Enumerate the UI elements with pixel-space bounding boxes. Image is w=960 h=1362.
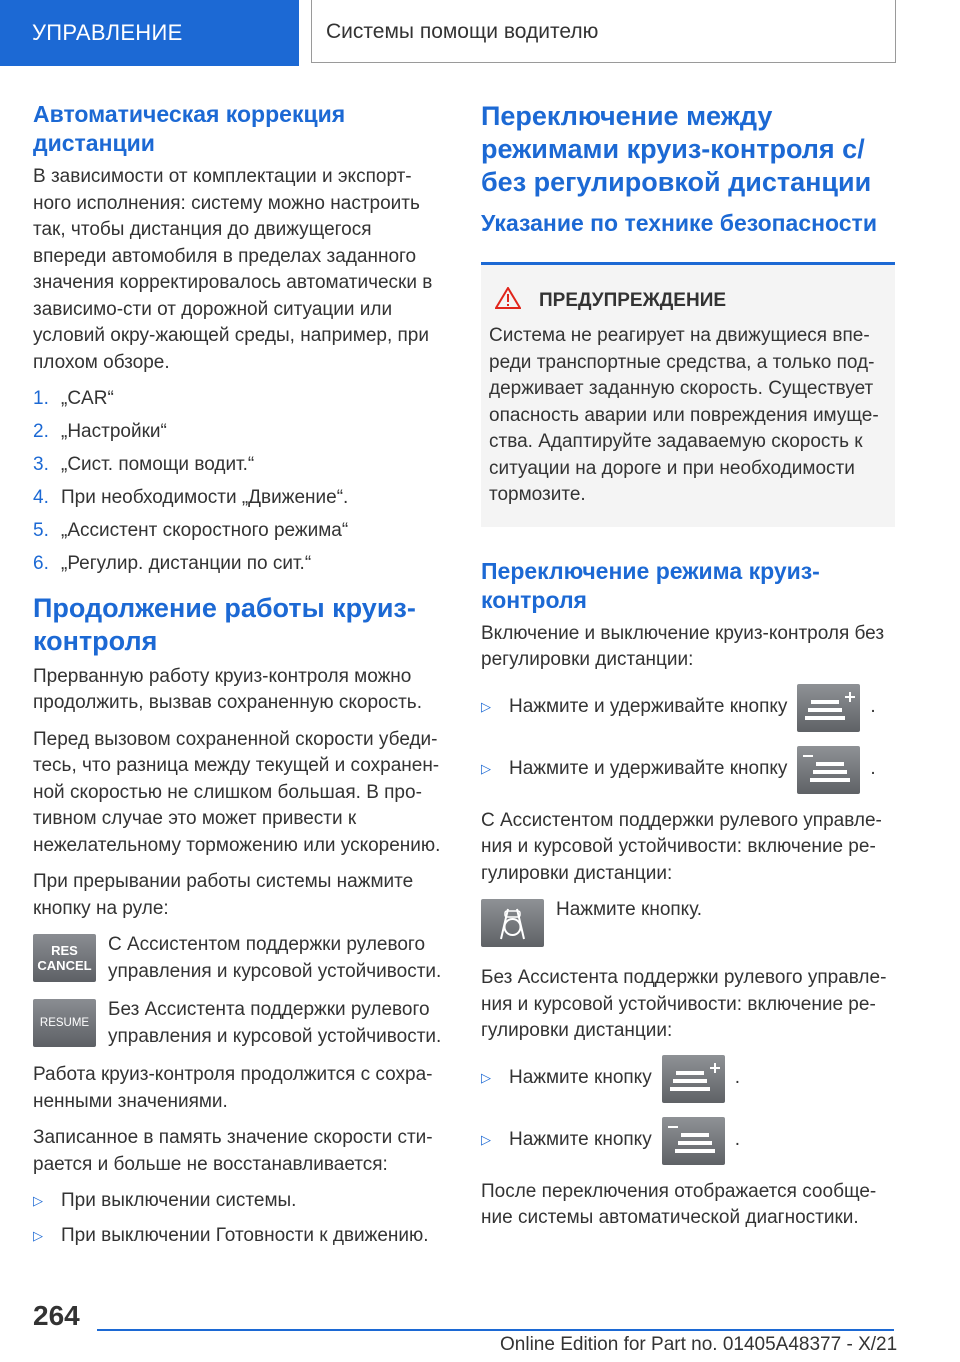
press-text: Нажмите кнопку xyxy=(509,1067,652,1089)
header-chapter: Системы помощи водителю xyxy=(311,0,896,63)
left-column xyxy=(33,100,447,1257)
step-text: „Регулир. дистанции по сит.“ xyxy=(61,553,312,575)
list-item xyxy=(33,551,447,578)
period-text: . xyxy=(734,1067,740,1089)
heading-continue: Продолжение работы круиз-контроля xyxy=(33,592,416,656)
distance-plus-icon xyxy=(662,1055,725,1103)
assist-button-row xyxy=(481,897,895,947)
list-item xyxy=(481,746,895,794)
step-number: 3. xyxy=(33,454,49,476)
triangle-bullet-icon: ▷ xyxy=(481,1070,491,1086)
list-item xyxy=(481,684,895,732)
list-item xyxy=(33,518,447,545)
res-cancel-button-image xyxy=(33,934,96,982)
heading-auto-distance: Автоматическая коррекция дистанции xyxy=(33,101,346,156)
paragraph-erase: Записанное в память значение скорости сти-рается и больше не восстанавливается: xyxy=(33,1127,433,1175)
steering-assistant-icon xyxy=(481,899,544,947)
res-cancel-description: С Ассистентом поддержки рулевого управления и курсовой устойчивости. xyxy=(108,934,442,982)
resume-description: Без Ассистента поддержки рулевого управления и курсовой устойчивости. xyxy=(108,999,442,1047)
heading-switch-modes: Переключение между режимами круиз-контроля с/без регулировкой дистанции xyxy=(481,101,872,197)
step-text: При необходимости „Движение“. xyxy=(61,487,349,509)
period-text: . xyxy=(870,696,876,718)
warning-text: Система не реагирует на движущиеся впе-реди транспортные средства, а только под-держивает заданную скорость. Существует опасность аварии или повреждения имуще-ства. Адаптируйте задаваемую скорость к ситуации на дороге и при необходимости тормозите. xyxy=(489,325,879,505)
step-number: 2. xyxy=(33,421,49,443)
distance-plus-icon xyxy=(797,684,860,732)
resume-button-image: RESUME xyxy=(33,999,96,1047)
paragraph-continue-1: Прерванную работу круиз-контроля можно продолжить, вызвав сохраненную скорость. xyxy=(33,665,422,714)
paragraph-continue-3: При прерывании работы системы нажмите кнопку на руле: xyxy=(33,871,414,919)
period-text: . xyxy=(734,1129,740,1151)
press-button-text: Нажмите кнопку. xyxy=(556,899,703,920)
triangle-bullet-icon: ▷ xyxy=(33,1227,43,1243)
page-number: 264 xyxy=(33,1300,80,1331)
list-item xyxy=(33,485,447,512)
press-hold-list xyxy=(481,684,895,794)
press-hold-text: Нажмите и удерживайте кнопку xyxy=(509,696,788,718)
paragraph-continue-2: Перед вызовом сохраненной скорости убеди-тесь, что разница между текущей и сохранен-ной скоростью не слишком большая. В про-тивном случае это может привести к нежелательному торможению или ускорению. xyxy=(33,728,441,856)
triangle-bullet-icon: ▷ xyxy=(481,761,491,777)
step-text: „Настройки“ xyxy=(61,421,167,443)
step-number: 6. xyxy=(33,553,49,575)
paragraph-auto-distance: В зависимости от комплектации и экспорт-ного исполнения: систему можно настроить так, чтобы дистанция до движущегося впереди автомобиля в пределах заданного значения корректировалось автоматически в зависимо-сти от дорожной ситуации или условий окру-жающей среды, например, при плохом обзоре. xyxy=(33,166,433,373)
heading-mode: Переключение режима круиз-контроля xyxy=(481,557,820,613)
erase-bullets xyxy=(33,1188,447,1249)
paragraph-resume: Работа круиз-контроля продолжится с сохра-ненными значениями. xyxy=(33,1064,433,1112)
period-text: . xyxy=(870,758,876,780)
step-text: „Ассистент скоростного режима“ xyxy=(61,520,349,542)
list-item xyxy=(481,1055,895,1103)
warning-title xyxy=(489,287,887,315)
list-item xyxy=(33,386,447,413)
footer-divider xyxy=(97,1329,894,1331)
list-item xyxy=(33,452,447,479)
step-text: „Сист. помощи водит.“ xyxy=(61,454,255,476)
triangle-bullet-icon: ▷ xyxy=(33,1193,43,1209)
warning-title-text: ПРЕДУПРЕЖДЕНИЕ xyxy=(539,290,727,311)
paragraph-with-assistant: С Ассистентом поддержки рулевого управле-ния и курсовой устойчивости: включение ре-гулировки дистанции: xyxy=(481,809,882,884)
bullet-text: При выключении системы. xyxy=(61,1190,297,1212)
press-hold-text: Нажмите и удерживайте кнопку xyxy=(509,758,788,780)
press-list xyxy=(481,1055,895,1165)
resume-row xyxy=(33,997,447,1050)
paragraph-mode: Включение и выключение круиз-контроля без регулировки дистанции: xyxy=(481,622,885,670)
triangle-bullet-icon: ▷ xyxy=(481,699,491,715)
paragraph-without-assistant: Без Ассистента поддержки рулевого управле-ния и курсовой устойчивости: включение ре-гулировки дистанции: xyxy=(481,967,887,1041)
res-cancel-row xyxy=(33,932,447,985)
list-item xyxy=(33,1188,447,1215)
list-item xyxy=(33,419,447,446)
step-number: 1. xyxy=(33,388,49,409)
warning-box xyxy=(481,262,895,527)
res-label: RES xyxy=(51,943,78,959)
step-number: 5. xyxy=(33,520,49,542)
triangle-bullet-icon: ▷ xyxy=(481,1132,491,1148)
step-text: „CAR“ xyxy=(61,388,114,409)
steps-list xyxy=(33,386,447,578)
list-item xyxy=(33,1223,447,1250)
footer-edition: Online Edition for Part no. 01405A48377 - X/21 xyxy=(500,1334,898,1355)
header-section: УПРАВЛЕНИЕ xyxy=(0,0,299,66)
paragraph-after: После переключения отображается сообще-ние системы автоматической диагностики. xyxy=(481,1180,877,1228)
distance-minus-icon xyxy=(797,746,860,794)
right-column xyxy=(481,100,895,1242)
warning-triangle-icon xyxy=(495,287,535,315)
heading-safety: Указание по технике безопасности xyxy=(481,210,877,236)
list-item xyxy=(481,1117,895,1165)
distance-minus-icon xyxy=(662,1117,725,1165)
bullet-text: При выключении Готовности к движению. xyxy=(61,1224,429,1246)
cancel-label: CANCEL xyxy=(37,958,92,974)
press-text: Нажмите кнопку xyxy=(509,1129,652,1151)
step-number: 4. xyxy=(33,487,49,509)
